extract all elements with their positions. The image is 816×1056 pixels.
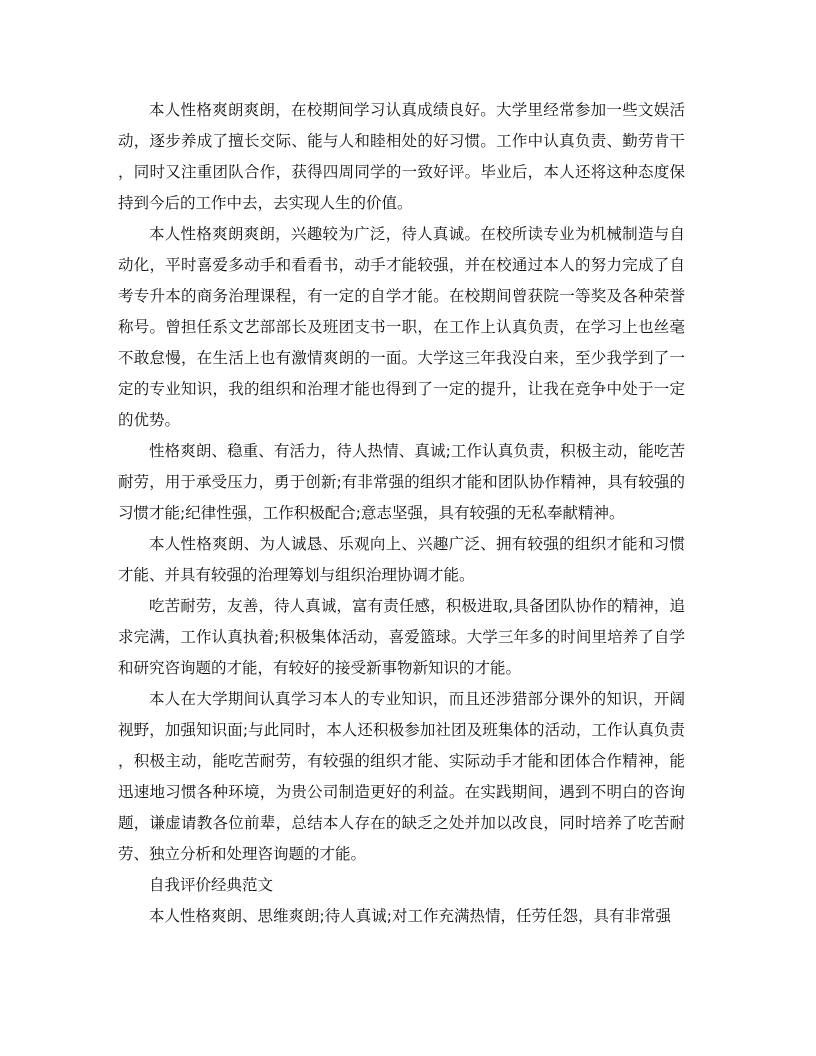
paragraph-2: 本人性格爽朗爽朗，兴趣较为广泛，待人真诚。在校所读专业为机械制造与自动化，平时喜爱多动手和看看书，动手才能较强，并在校通过本人的努力完成了自考专升本的商务治理课程，有一定的自学才能。在校期间曾获院一等奖及各种荣誉称号。曾担任系文艺部部长及班团支书一职，在工作上认真负责，在学习上也丝毫不敢怠慢，在生活上也有激情爽朗的一面。大学这三年我没白来，至少我学到了一定的专业知识，我的组织和治理才能也得到了一定的提升，让我在竞争中处于一定的优势。	[118, 225, 685, 429]
paragraph-7: 本人性格爽朗、思维爽朗;待人真诚;对工作充满热情，任劳任怨，具有非常强	[149, 907, 671, 925]
paragraph-3: 性格爽朗、稳重、有活力，待人热情、真诚;工作认真负责，积极主动，能吃苦耐劳，用于承受压力，勇于创新;有非常强的组织才能和团队协作精神，具有较强的习惯才能;纪律性强，工作积极配合;意志坚强，具有较强的无私奉献精神。	[118, 442, 685, 522]
paragraph-6: 本人在大学期间认真学习本人的专业知识，而且还涉猎部分课外的知识，开阔视野，加强知识面;与此同时，本人还积极参加社团及班集体的活动，工作认真负责，积极主动，能吃苦耐劳，有较强的组织才能、实际动手才能和团体合作精神，能迅速地习惯各种环境，为贵公司制造更好的利益。在实践期间，遇到不明白的咨询题，谦虚请教各位前辈，总结本人存在的缺乏之处并加以改良，同时培养了吃苦耐劳、独立分析和处理咨询题的才能。	[118, 690, 685, 863]
paragraph-4: 本人性格爽朗、为人诚恳、乐观向上、兴趣广泛、拥有较强的组织才能和习惯才能、并具有较强的治理筹划与组织治理协调才能。	[118, 535, 685, 584]
paragraph-5: 吃苦耐劳，友善，待人真诚，富有责任感，积极进取,具备团队协作的精神，追求完满，工作认真执着;积极集体活动，喜爱篮球。大学三年多的时间里培养了自学和研究咨询题的才能，有较好的接受新事物新知识的才能。	[118, 597, 685, 677]
document-page	[118, 95, 685, 932]
paragraph-1: 本人性格爽朗爽朗，在校期间学习认真成绩良好。大学里经常参加一些文娱活动，逐步养成了擅长交际、能与人和睦相处的好习惯。工作中认真负责、勤劳肯干，同时又注重团队合作，获得四周同学的一致好评。毕业后，本人还将这种态度保持到今后的工作中去，去实现人生的价值。	[118, 101, 685, 212]
section-heading: 自我评价经典范文	[149, 876, 274, 894]
